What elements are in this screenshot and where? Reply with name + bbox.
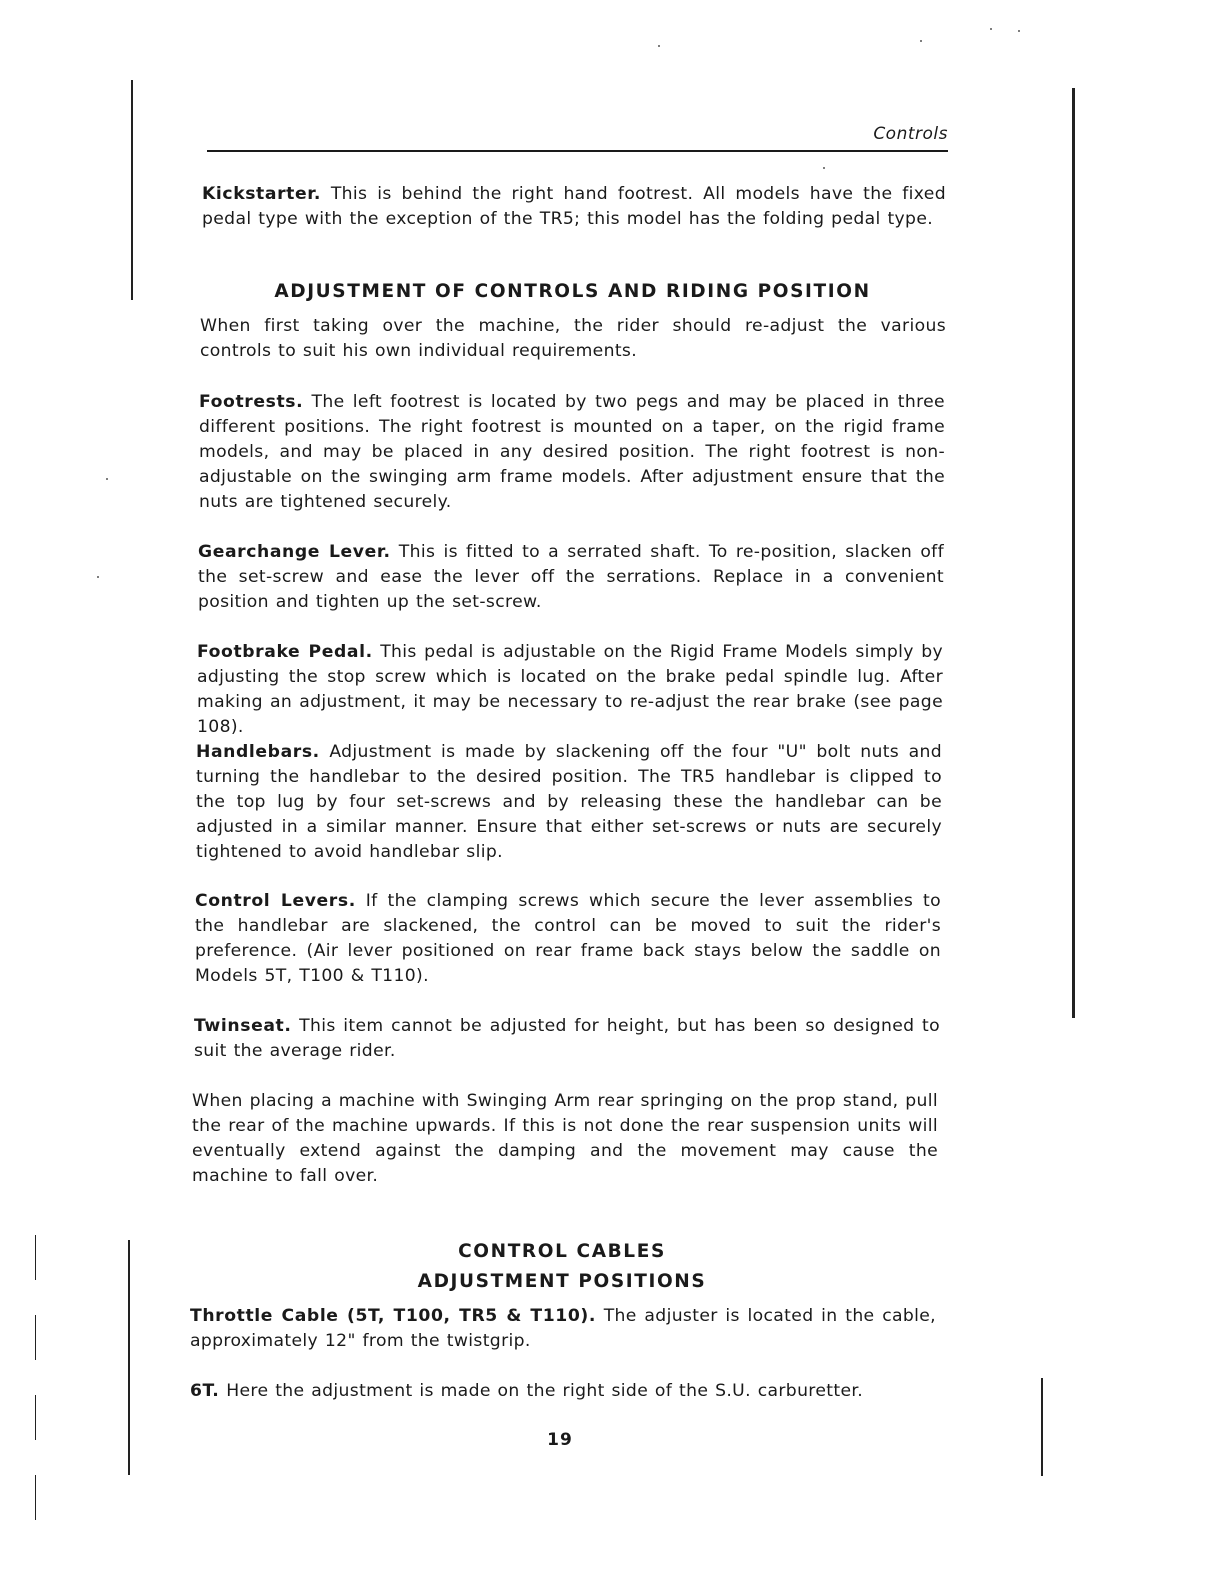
footbrake-pedal-label: Footbrake Pedal.: [197, 642, 373, 662]
twinseat-label: Twinseat.: [194, 1016, 292, 1036]
scan-speck: [920, 40, 922, 42]
kickstarter-text: This is behind the right hand footrest. All models have the fixed pedal type with the exception of the TR5; this model has the folding pedal type.: [202, 184, 946, 229]
adjustment-positions-heading: ADJUSTMENT POSITIONS: [417, 1271, 707, 1292]
adjustment-heading: ADJUSTMENT OF CONTROLS AND RIDING POSITION: [274, 281, 871, 302]
control-levers-paragraph: [195, 889, 941, 989]
page-number: 19: [547, 1430, 573, 1450]
model-6t-label: 6T.: [190, 1381, 220, 1401]
gearchange-lever-text: This is fitted to a serrated shaft. To re-position, slacken off the set-screw and ease the lever off the serrations. Replace in a convenient position and tighten up the set-screw.: [198, 542, 944, 612]
twinseat-paragraph: [194, 1014, 940, 1064]
scan-binder-line-left-2: [128, 1240, 130, 1475]
prop-stand-note-paragraph: When placing a machine with Swinging Arm rear springing on the prop stand, pull the rear of the machine upwards. If this is not done the rear suspension units will eventually extend against the damping and the movement may cause the machine to fall over.: [192, 1091, 938, 1186]
scan-edge-line-left-c: [35, 1395, 36, 1440]
scan-edge-line-left-b: [35, 1315, 36, 1360]
scan-binder-line-right-2: [1041, 1378, 1043, 1476]
handlebars-text: Adjustment is made by slackening off the four "U" bolt nuts and turning the handlebar to the desired position. The TR5 handlebar is clipped to the top lug by four set-screws and by releasing these the handlebar can be adjusted in a similar manner. Ensure that either set-screws or nuts are securely tightened to avoid handlebar slip.: [196, 742, 942, 862]
header-rule: [207, 150, 948, 152]
gearchange-lever-label: Gearchange Lever.: [198, 542, 391, 562]
scan-speck: [658, 45, 660, 47]
footbrake-pedal-text: This pedal is adjustable on the Rigid Frame Models simply by adjusting the stop screw which is located on the brake pedal spindle lug. After making an adjustment, it may be necessary to re-adjust the rear brake (see page 108).: [197, 642, 943, 737]
scan-binder-line-right: [1072, 88, 1075, 1018]
throttle-cable-paragraph: [190, 1304, 936, 1354]
adjustment-intro-paragraph: When first taking over the machine, the rider should re-adjust the various controls to suit his own individual requirements.: [200, 316, 946, 361]
scan-edge-line-left-d: [35, 1475, 36, 1520]
scan-edge-line-left-a: [35, 1235, 36, 1280]
model-6t-text: Here the adjustment is made on the right side of the S.U. carburetter.: [226, 1381, 864, 1401]
gearchange-lever-paragraph: [198, 540, 944, 615]
scan-speck: [990, 28, 992, 30]
control-cables-heading: CONTROL CABLES: [458, 1241, 666, 1262]
section-title: Controls: [873, 124, 948, 144]
scan-speck: [106, 478, 108, 480]
handlebars-paragraph: [196, 740, 942, 865]
twinseat-text: This item cannot be adjusted for height, but has been so designed to suit the average rider.: [194, 1016, 940, 1061]
kickstarter-paragraph: [202, 182, 946, 232]
control-levers-label: Control Levers.: [195, 891, 356, 911]
footrests-label: Footrests.: [199, 392, 304, 412]
control-levers-text: If the clamping screws which secure the lever assemblies to the handlebar are slackened, the control can be moved to suit the rider's preference. (Air lever positioned on rear frame back stays below the saddle on Models 5T, T100 & T110).: [195, 891, 941, 986]
handlebars-label: Handlebars.: [196, 742, 320, 762]
scan-speck: [97, 576, 99, 578]
footbrake-pedal-paragraph: [197, 640, 943, 740]
kickstarter-label: Kickstarter.: [202, 184, 321, 204]
scan-speck: [1018, 30, 1020, 32]
scan-speck: [823, 167, 825, 169]
footrests-text: The left footrest is located by two pegs and may be placed in three different positions. The right footrest is mounted on a taper, on the rigid frame models, and may be placed in any desired position. The right footrest is non-adjustable on the swinging arm frame models. After adjustment ensure that the nuts are tightened securely.: [199, 392, 945, 512]
throttle-cable-label: Throttle Cable (5T, T100, TR5 & T110).: [190, 1306, 596, 1326]
scan-binder-line-left: [131, 80, 133, 300]
footrests-paragraph: [199, 390, 945, 515]
model-6t-paragraph: [190, 1379, 936, 1404]
throttle-cable-text: The adjuster is located in the cable, approximately 12" from the twistgrip.: [190, 1306, 936, 1351]
